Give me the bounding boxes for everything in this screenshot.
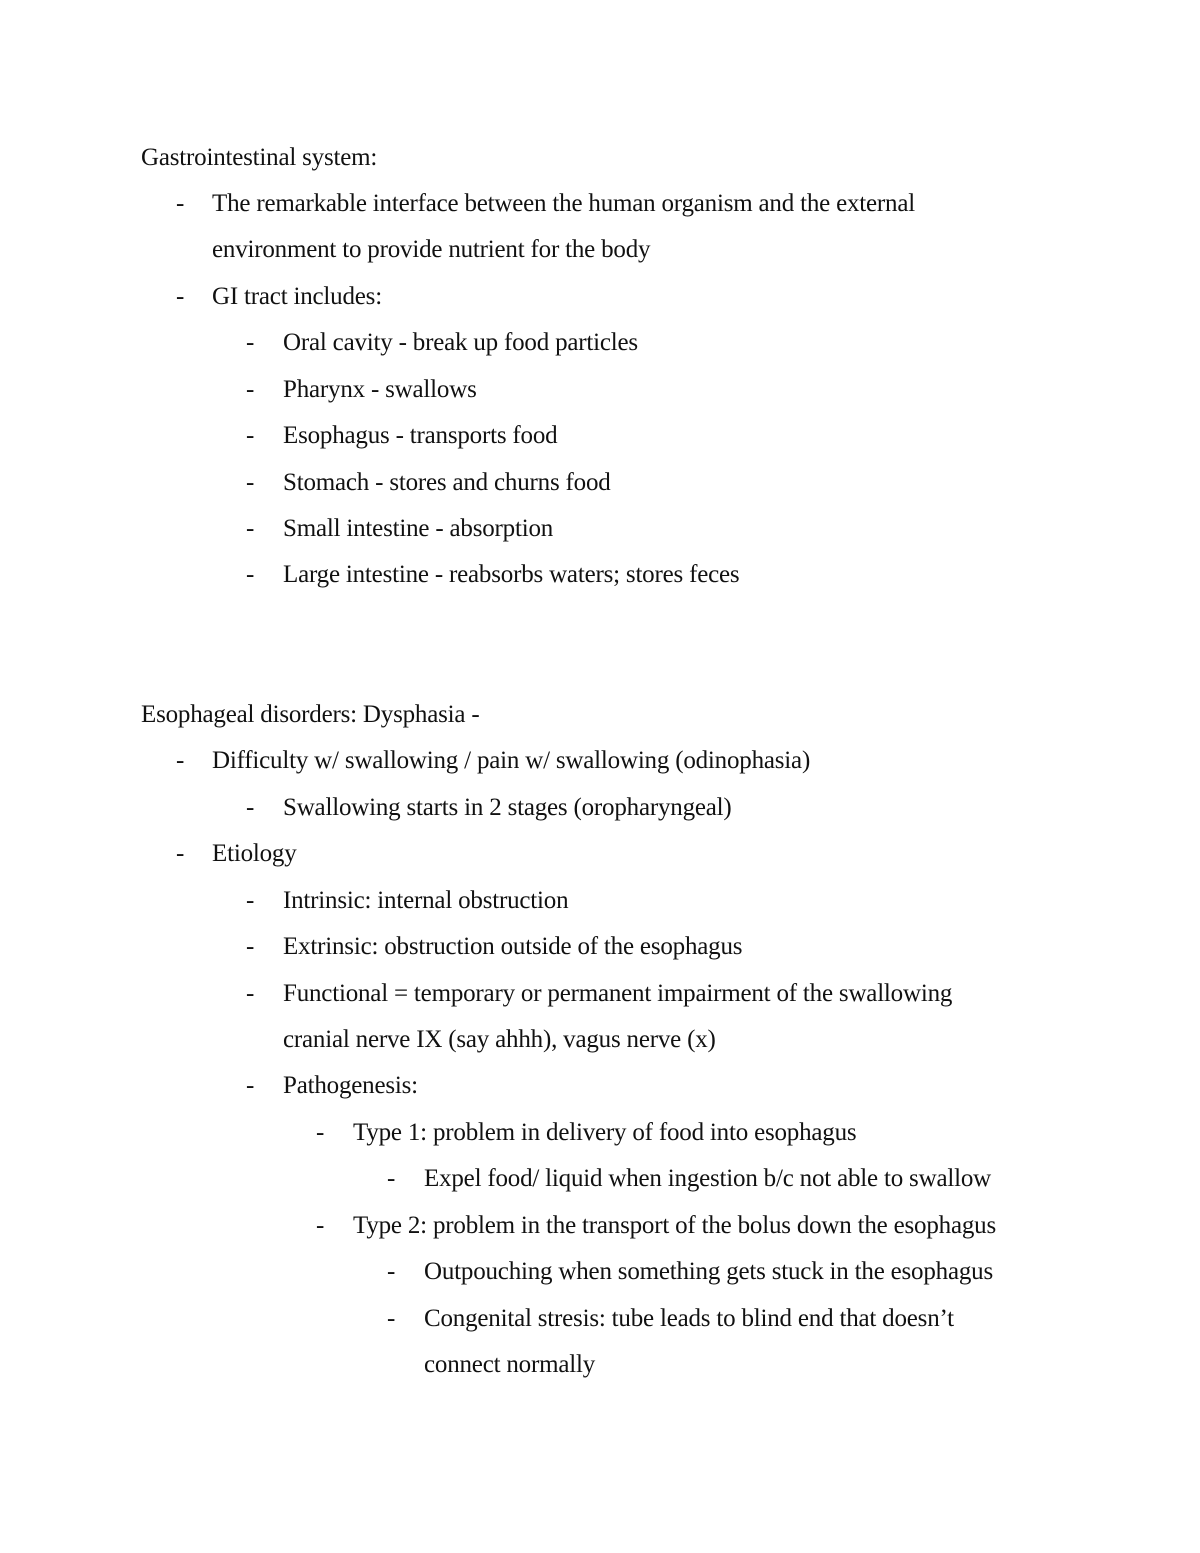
section-heading-gastrointestinal: Gastrointestinal system: (141, 144, 378, 171)
list-item-continuation: environment to provide nutrient for the body (212, 236, 651, 263)
list-item-text: Esophagus - transports food (283, 422, 558, 449)
dash-bullet: - (246, 933, 255, 960)
list-item-text: GI tract includes: (212, 283, 382, 310)
dash-bullet: - (246, 329, 255, 356)
list-item-text: Oral cavity - break up food particles (283, 329, 638, 356)
dash-bullet: - (176, 190, 185, 217)
list-item-text: Difficulty w/ swallowing / pain w/ swallowing (odinophasia) (212, 747, 811, 774)
dash-bullet: - (246, 794, 255, 821)
list-item-text: Small intestine - absorption (283, 515, 554, 542)
dash-bullet: - (246, 469, 255, 496)
dash-bullet: - (246, 1072, 255, 1099)
list-item-continuation: cranial nerve IX (say ahhh), vagus nerve (x) (283, 1026, 716, 1053)
dash-bullet: - (246, 561, 255, 588)
list-item-text: Outpouching when something gets stuck in the esophagus (424, 1258, 993, 1285)
list-item-text: The remarkable interface between the human organism and the external (212, 190, 915, 217)
list-item-text: Pharynx - swallows (283, 376, 477, 403)
list-item-text: Expel food/ liquid when ingestion b/c not able to swallow (424, 1165, 991, 1192)
dash-bullet: - (316, 1212, 325, 1239)
list-item-text: Type 1: problem in delivery of food into esophagus (353, 1119, 857, 1146)
dash-bullet: - (246, 515, 255, 542)
dash-bullet: - (176, 747, 185, 774)
dash-bullet: - (176, 840, 185, 867)
dash-bullet: - (387, 1165, 396, 1192)
list-item-text: Functional = temporary or permanent impairment of the swallowing (283, 980, 953, 1007)
list-item-text: Pathogenesis: (283, 1072, 418, 1099)
list-item-text: Extrinsic: obstruction outside of the esophagus (283, 933, 743, 960)
list-item-continuation: connect normally (424, 1351, 596, 1378)
dash-bullet: - (246, 887, 255, 914)
dash-bullet: - (246, 376, 255, 403)
section-heading-esophageal-disorders: Esophageal disorders: Dysphasia - (141, 701, 480, 728)
dash-bullet: - (176, 283, 185, 310)
list-item-text: Swallowing starts in 2 stages (oropharyngeal) (283, 794, 732, 821)
list-item-text: Etiology (212, 840, 297, 867)
dash-bullet: - (387, 1305, 396, 1332)
list-item-text: Large intestine - reabsorbs waters; stores feces (283, 561, 740, 588)
list-item-text: Congenital stresis: tube leads to blind end that doesn’t (424, 1305, 954, 1332)
dash-bullet: - (387, 1258, 396, 1285)
dash-bullet: - (246, 422, 255, 449)
list-item-text: Stomach - stores and churns food (283, 469, 611, 496)
dash-bullet: - (316, 1119, 325, 1146)
list-item-text: Type 2: problem in the transport of the bolus down the esophagus (353, 1212, 996, 1239)
dash-bullet: - (246, 980, 255, 1007)
list-item-text: Intrinsic: internal obstruction (283, 887, 569, 914)
